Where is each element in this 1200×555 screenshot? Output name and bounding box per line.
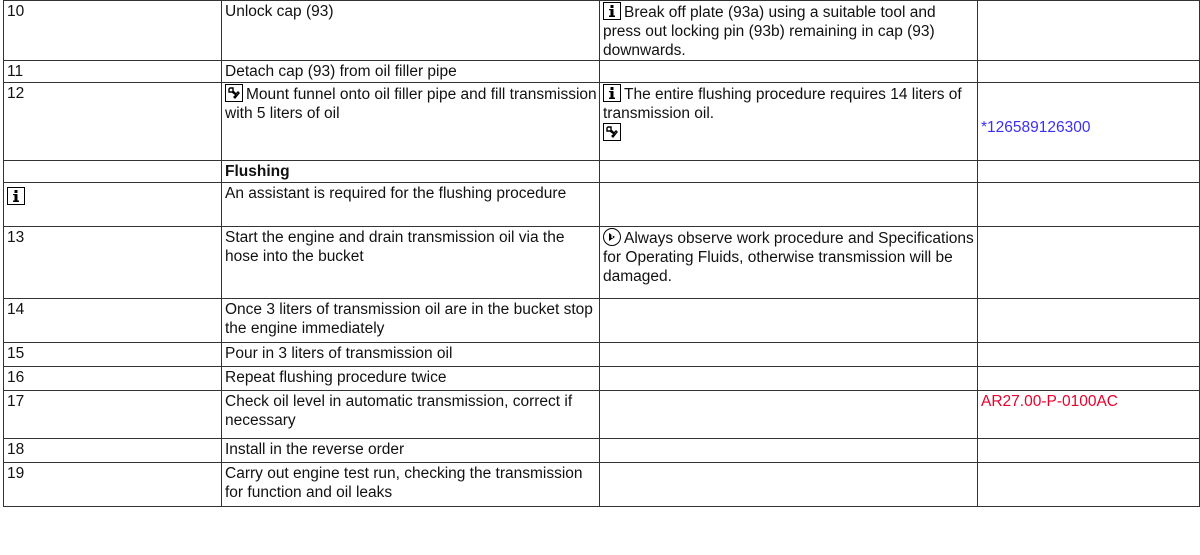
step-number: 15 bbox=[4, 343, 222, 367]
action-text: Start the engine and drain transmission oil via the hose into the bucket bbox=[222, 227, 600, 299]
action-text: Mount funnel onto oil filler pipe and fill transmission with 5 liters of oil bbox=[225, 86, 597, 122]
note-cell bbox=[600, 1, 978, 61]
action-text: Detach cap (93) from oil filler pipe bbox=[222, 61, 600, 83]
step-number: 13 bbox=[4, 227, 222, 299]
note-cell bbox=[600, 391, 978, 439]
table-row bbox=[4, 1, 1200, 61]
table-row bbox=[4, 299, 1200, 343]
section-heading: Flushing bbox=[222, 161, 600, 183]
action-text: Unlock cap (93) bbox=[222, 1, 600, 61]
table-row bbox=[4, 227, 1200, 299]
table-row bbox=[4, 161, 1200, 183]
procedure-table bbox=[3, 0, 1200, 507]
note-cell bbox=[600, 61, 978, 83]
info-icon bbox=[603, 2, 621, 20]
action-text: Pour in 3 liters of transmission oil bbox=[222, 343, 600, 367]
risk-of-damage-icon bbox=[603, 228, 621, 246]
action-text: Carry out engine test run, checking the transmission for function and oil leaks bbox=[222, 463, 600, 507]
action-text: An assistant is required for the flushing procedure bbox=[222, 183, 600, 227]
step-number bbox=[4, 161, 222, 183]
step-number: 18 bbox=[4, 439, 222, 463]
step-cell bbox=[4, 183, 222, 227]
reference-link[interactable]: AR27.00-P-0100AC bbox=[981, 393, 1118, 410]
special-tool-icon bbox=[225, 84, 243, 102]
reference-cell bbox=[978, 1, 1200, 61]
reference-cell bbox=[978, 391, 1200, 439]
special-tool-icon bbox=[603, 123, 621, 141]
reference-cell bbox=[978, 439, 1200, 463]
note-cell bbox=[600, 183, 978, 227]
step-number: 11 bbox=[4, 61, 222, 83]
table-row bbox=[4, 343, 1200, 367]
reference-cell bbox=[978, 183, 1200, 227]
note-cell bbox=[600, 439, 978, 463]
reference-cell bbox=[978, 299, 1200, 343]
table-row bbox=[4, 61, 1200, 83]
note-cell bbox=[600, 367, 978, 391]
info-icon bbox=[603, 84, 621, 102]
table-row bbox=[4, 463, 1200, 507]
step-number: 14 bbox=[4, 299, 222, 343]
action-text: Once 3 liters of transmission oil are in the bucket stop the engine immediately bbox=[222, 299, 600, 343]
reference-link[interactable]: *126589126300 bbox=[981, 119, 1091, 136]
step-number: 12 bbox=[4, 83, 222, 161]
action-text: Check oil level in automatic transmission, correct if necessary bbox=[222, 391, 600, 439]
step-number: 10 bbox=[4, 1, 222, 61]
step-number: 19 bbox=[4, 463, 222, 507]
action-text: Install in the reverse order bbox=[222, 439, 600, 463]
reference-cell bbox=[978, 161, 1200, 183]
note-cell bbox=[600, 463, 978, 507]
table-row bbox=[4, 183, 1200, 227]
step-number: 17 bbox=[4, 391, 222, 439]
reference-cell bbox=[978, 83, 1200, 161]
reference-cell bbox=[978, 367, 1200, 391]
table-row bbox=[4, 367, 1200, 391]
reference-cell bbox=[978, 463, 1200, 507]
table-row bbox=[4, 391, 1200, 439]
info-icon bbox=[7, 187, 25, 205]
note-cell bbox=[600, 161, 978, 183]
action-text: Repeat flushing procedure twice bbox=[222, 367, 600, 391]
step-number: 16 bbox=[4, 367, 222, 391]
action-cell bbox=[222, 83, 600, 161]
table-row bbox=[4, 439, 1200, 463]
note-cell bbox=[600, 299, 978, 343]
table-row bbox=[4, 83, 1200, 161]
reference-cell bbox=[978, 227, 1200, 299]
note-cell bbox=[600, 83, 978, 161]
note-text: Break off plate (93a) using a suitable tool and press out locking pin (93b) remaining in cap (93) downwards. bbox=[603, 4, 936, 59]
reference-cell bbox=[978, 61, 1200, 83]
reference-cell bbox=[978, 343, 1200, 367]
note-text: Always observe work procedure and Specifications for Operating Fluids, otherwise transmission will be damaged. bbox=[603, 230, 974, 285]
note-cell bbox=[600, 343, 978, 367]
note-text: The entire flushing procedure requires 14 liters of transmission oil. bbox=[603, 86, 962, 122]
note-cell bbox=[600, 227, 978, 299]
